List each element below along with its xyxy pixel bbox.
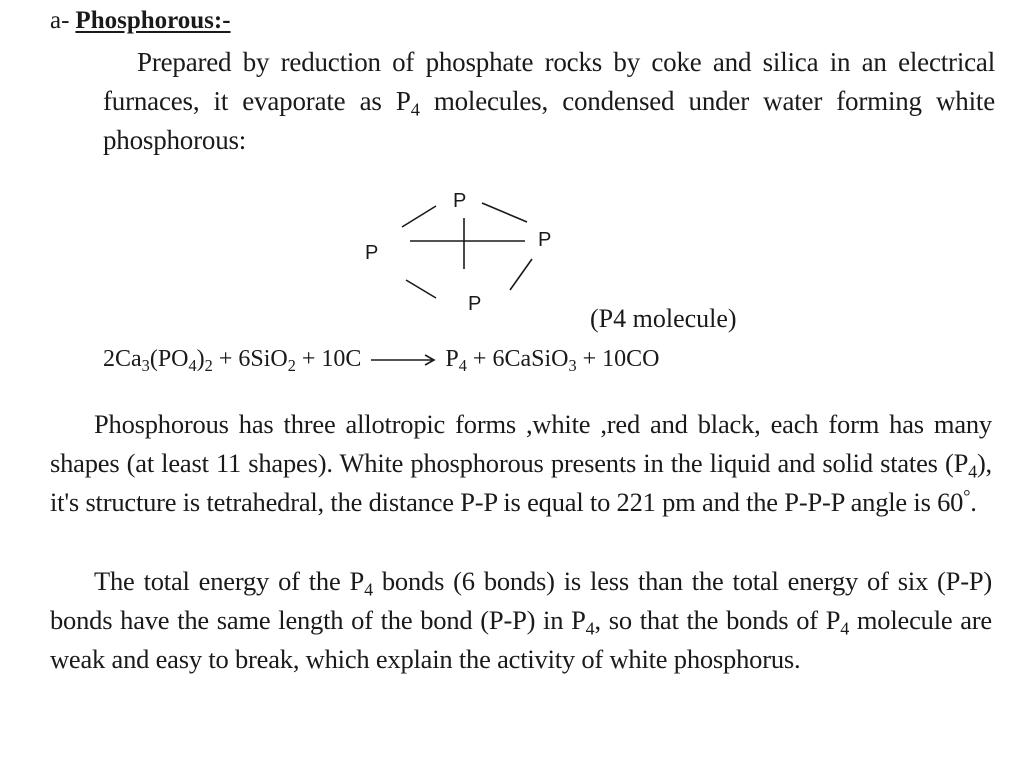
para3-sub: 4 bbox=[585, 618, 595, 639]
para3-text: The total energy of the P bbox=[94, 566, 365, 596]
preparation-paragraph bbox=[103, 43, 995, 160]
atom-top: P bbox=[453, 190, 467, 212]
degree-symbol: ° bbox=[963, 486, 971, 506]
eq-sub: 3 bbox=[141, 355, 150, 375]
molecule-caption: (P4 molecule) bbox=[590, 304, 737, 333]
para3-text-4: molecule are weak and easy to break, which explain the activity of white phosphorus. bbox=[50, 605, 992, 674]
heading-title: Phosphorous:- bbox=[75, 7, 231, 34]
eq-reactant-phosphate: (PO bbox=[149, 346, 189, 372]
bond-top-right bbox=[482, 203, 527, 222]
eq-reactant-calcium: 2Ca bbox=[103, 346, 142, 372]
bond-left-bottom bbox=[406, 280, 436, 298]
eq-sub: 4 bbox=[188, 355, 197, 375]
bond-left-top bbox=[402, 206, 436, 227]
bond-right-bottom bbox=[510, 259, 532, 290]
para3-text-3: , so that the bonds of P bbox=[594, 605, 841, 635]
reaction-arrow-icon bbox=[369, 352, 437, 368]
bond-lines bbox=[402, 203, 532, 298]
p4-subscript: 4 bbox=[410, 99, 420, 120]
para2-text-3: . bbox=[970, 487, 977, 517]
eq-product-co: + 10CO bbox=[576, 346, 660, 372]
p4-molecule-diagram bbox=[350, 170, 580, 320]
para1-text-after: molecules, condensed under water forming white phosphorous: bbox=[103, 86, 995, 155]
eq-product-phosphorus: P bbox=[445, 346, 459, 372]
bond-energy-paragraph bbox=[50, 562, 992, 679]
eq-paren: ) bbox=[196, 346, 205, 372]
para3-sub: 4 bbox=[840, 618, 850, 639]
para3-text-2: bonds (6 bonds) is less than the total energy of six (P-P) bonds have the same length of the bond (P-P) in P bbox=[50, 566, 992, 635]
allotropes-paragraph bbox=[50, 405, 992, 522]
para2-text: Phosphorous has three allotropic forms ,white ,red and black, each form has many shapes (at least 11 shapes). White phosphorous presents in the liquid and solid states (P bbox=[50, 409, 992, 478]
eq-product-silicate: + 6CaSiO bbox=[466, 346, 569, 372]
reaction-equation bbox=[103, 340, 660, 378]
para2-text-2: ), it's structure is tetrahedral, the distance P-P is equal to 221 pm and the P-P-P angle is 60 bbox=[50, 448, 992, 517]
heading-prefix: a- bbox=[50, 7, 70, 34]
eq-reactant-carbon: + 10C bbox=[295, 346, 362, 372]
eq-sub: 4 bbox=[458, 355, 467, 375]
p4-symbol: P bbox=[395, 86, 411, 116]
atom-left: P bbox=[365, 242, 379, 264]
atom-bottom: P bbox=[468, 293, 482, 315]
eq-reactant-silica: + 6SiO bbox=[212, 346, 288, 372]
eq-sub: 2 bbox=[204, 355, 213, 375]
eq-sub: 2 bbox=[287, 355, 296, 375]
para2-sub: 4 bbox=[968, 461, 977, 482]
para3-sub: 4 bbox=[364, 579, 373, 600]
para1-text: Prepared by reduction of phosphate rocks by coke and silica in an electrical furnaces, it evaporate as bbox=[103, 47, 995, 116]
eq-sub: 3 bbox=[568, 355, 577, 375]
atom-right: P bbox=[538, 229, 552, 251]
section-heading bbox=[50, 4, 231, 38]
